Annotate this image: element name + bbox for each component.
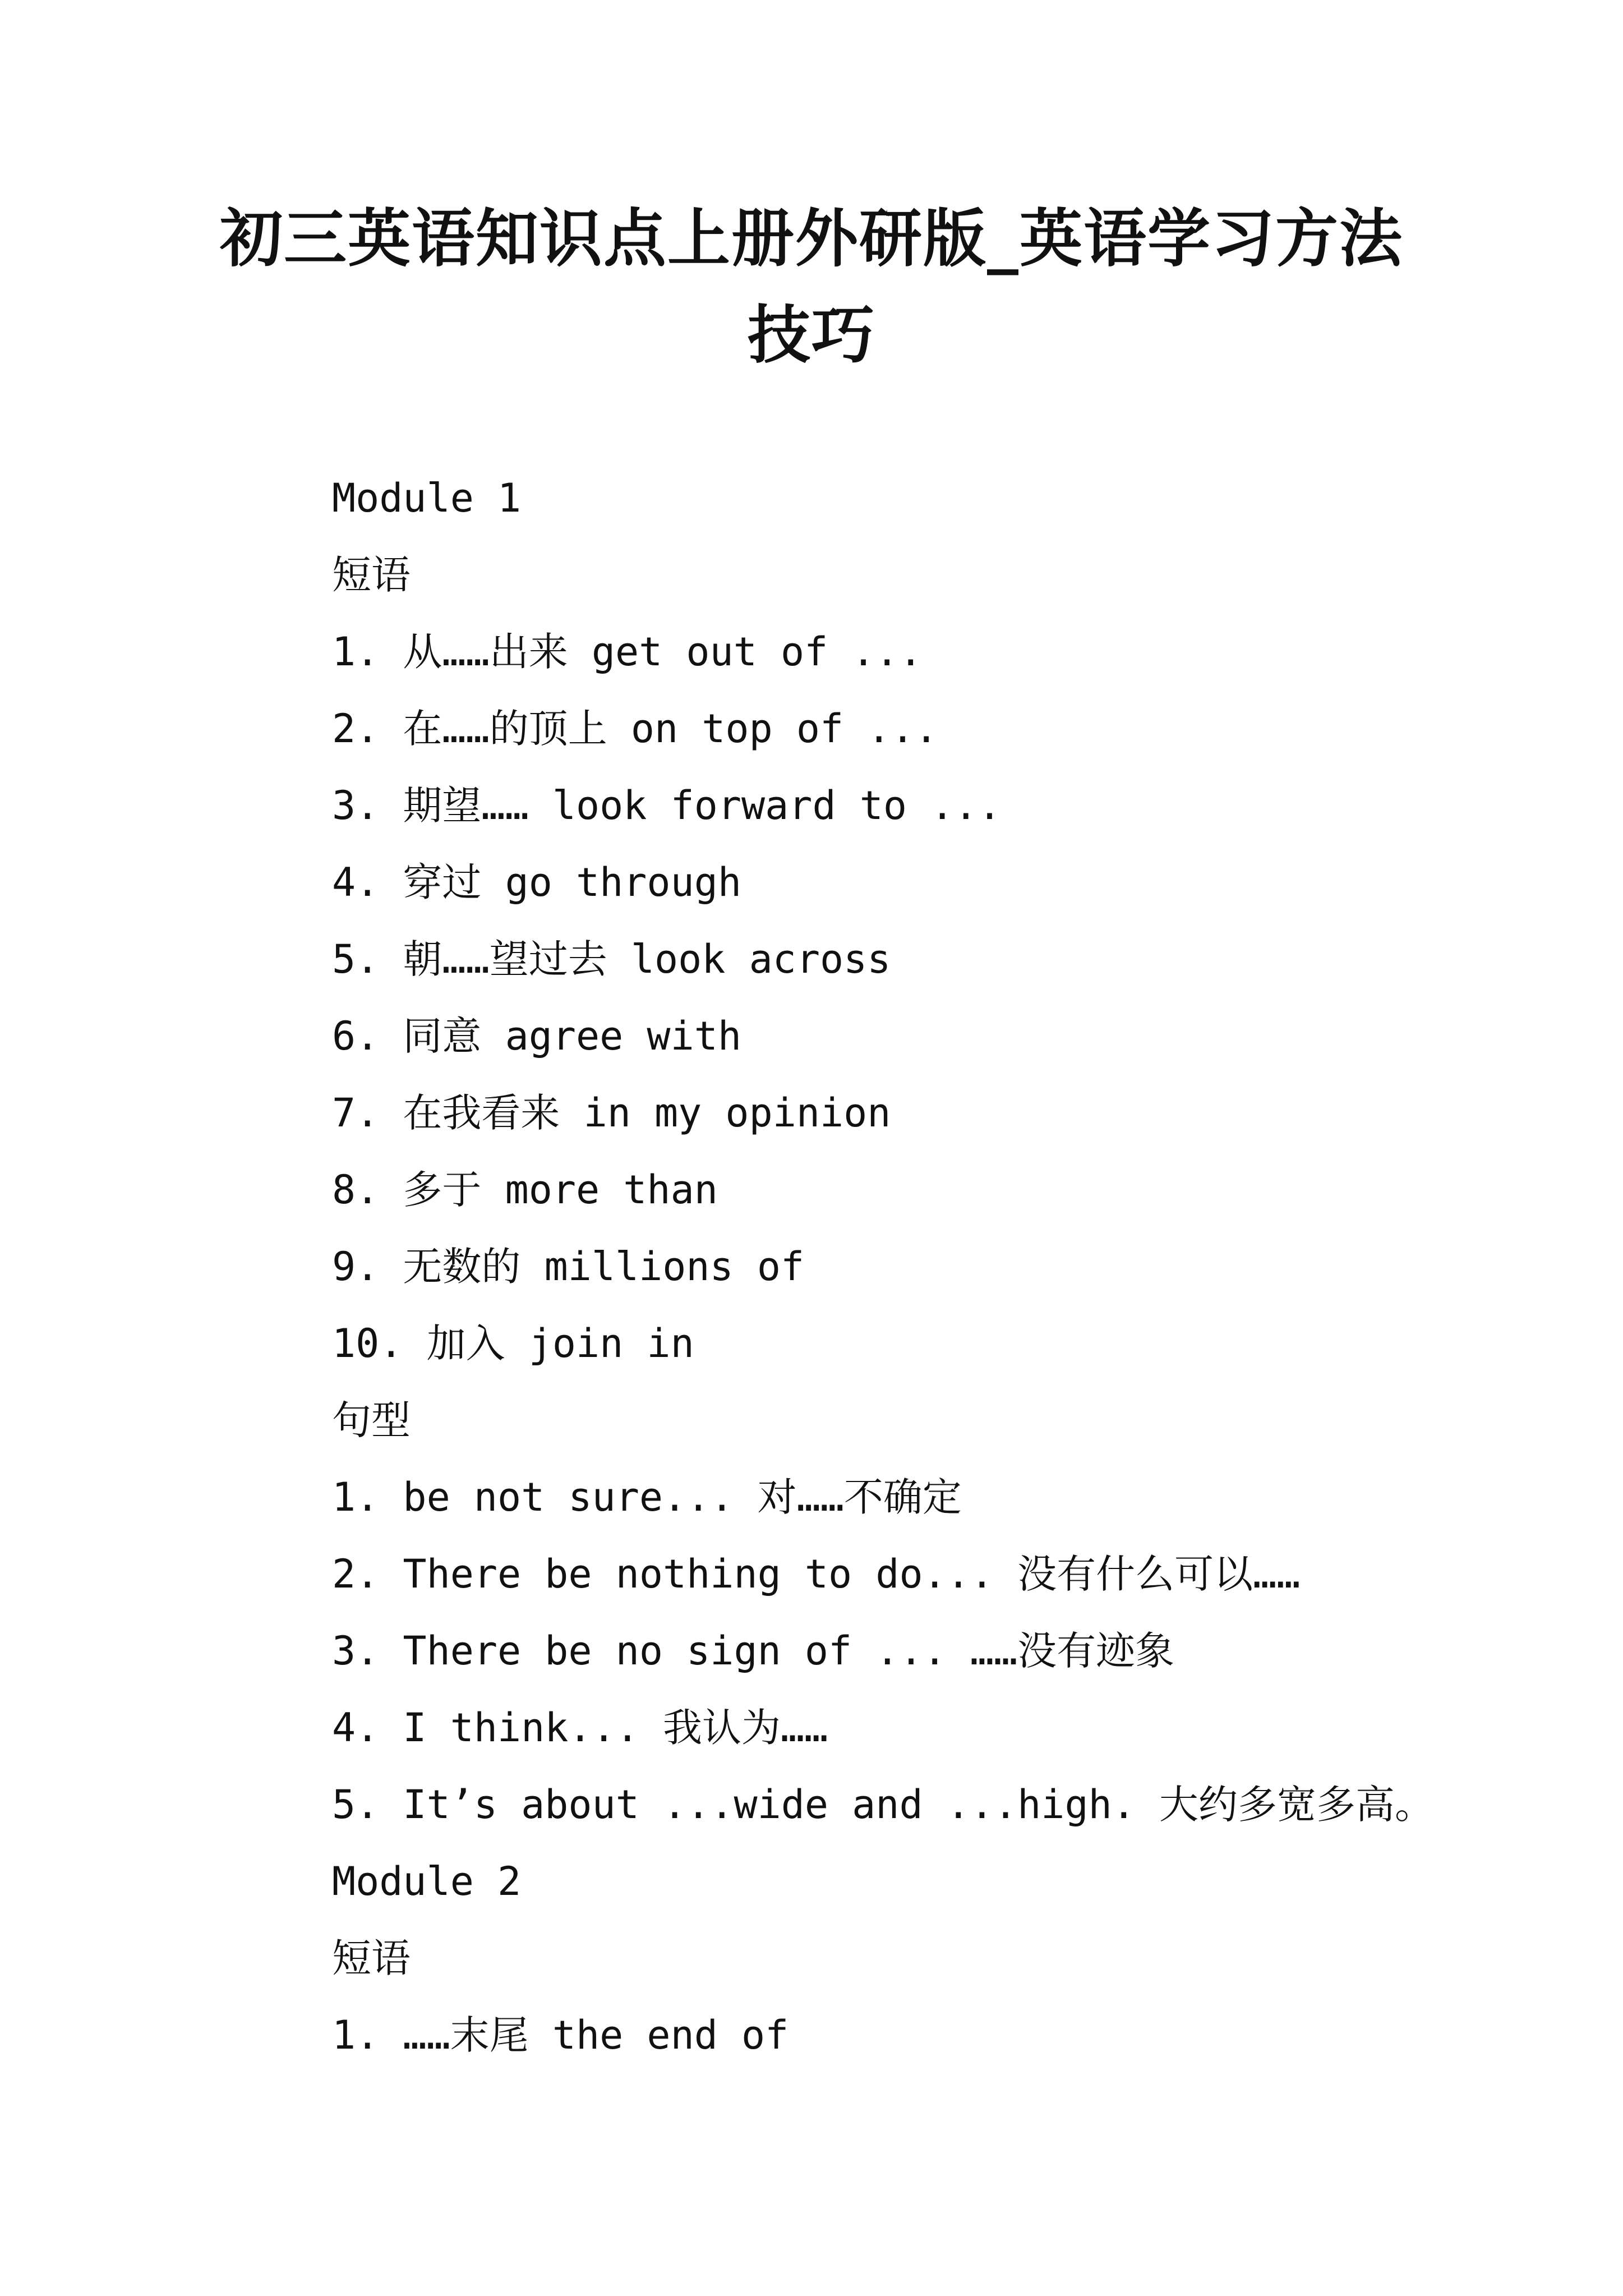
phrase-item: 6. 同意 agree with: [332, 1013, 742, 1059]
module-heading: Module 2: [332, 1858, 522, 1904]
section-heading: 短语: [332, 552, 411, 598]
document-title: [168, 191, 1455, 384]
section-heading: 短语: [332, 1935, 411, 1981]
phrase-item: 10. 加入 join in: [332, 1320, 694, 1366]
document-body: [332, 460, 1510, 2074]
phrase-item: 2. 在……的顶上 on top of ...: [332, 706, 938, 752]
phrase-item: 9. 无数的 millions of: [332, 1244, 805, 1290]
sentence-pattern-item: 5. It’s about ...wide and ...high. 大约多宽多高。: [332, 1782, 1435, 1828]
sentence-pattern-item: 4. I think... 我认为……: [332, 1705, 828, 1751]
phrase-item: 4. 穿过 go through: [332, 859, 742, 905]
phrase-item: 1. 从……出来 get out of ...: [332, 629, 923, 675]
phrase-item: 3. 期望…… look forward to ...: [332, 783, 1002, 829]
sentence-pattern-item: 2. There be nothing to do... 没有什么可以……: [332, 1551, 1301, 1597]
phrase-item: 1. ……末尾 the end of: [332, 2012, 789, 2058]
phrase-item: 7. 在我看来 in my opinion: [332, 1090, 891, 1136]
title-line-1: 初三英语知识点上册外研版_英语学习方法: [220, 202, 1403, 275]
section-heading: 句型: [332, 1397, 411, 1443]
phrase-item: 8. 多于 more than: [332, 1167, 718, 1213]
title-line-2: 技巧: [748, 298, 875, 372]
sentence-pattern-item: 3. There be no sign of ... ……没有迹象: [332, 1628, 1175, 1674]
sentence-pattern-item: 1. be not sure... 对……不确定: [332, 1474, 962, 1520]
phrase-item: 5. 朝……望过去 look across: [332, 936, 891, 982]
module-heading: Module 1: [332, 475, 522, 521]
